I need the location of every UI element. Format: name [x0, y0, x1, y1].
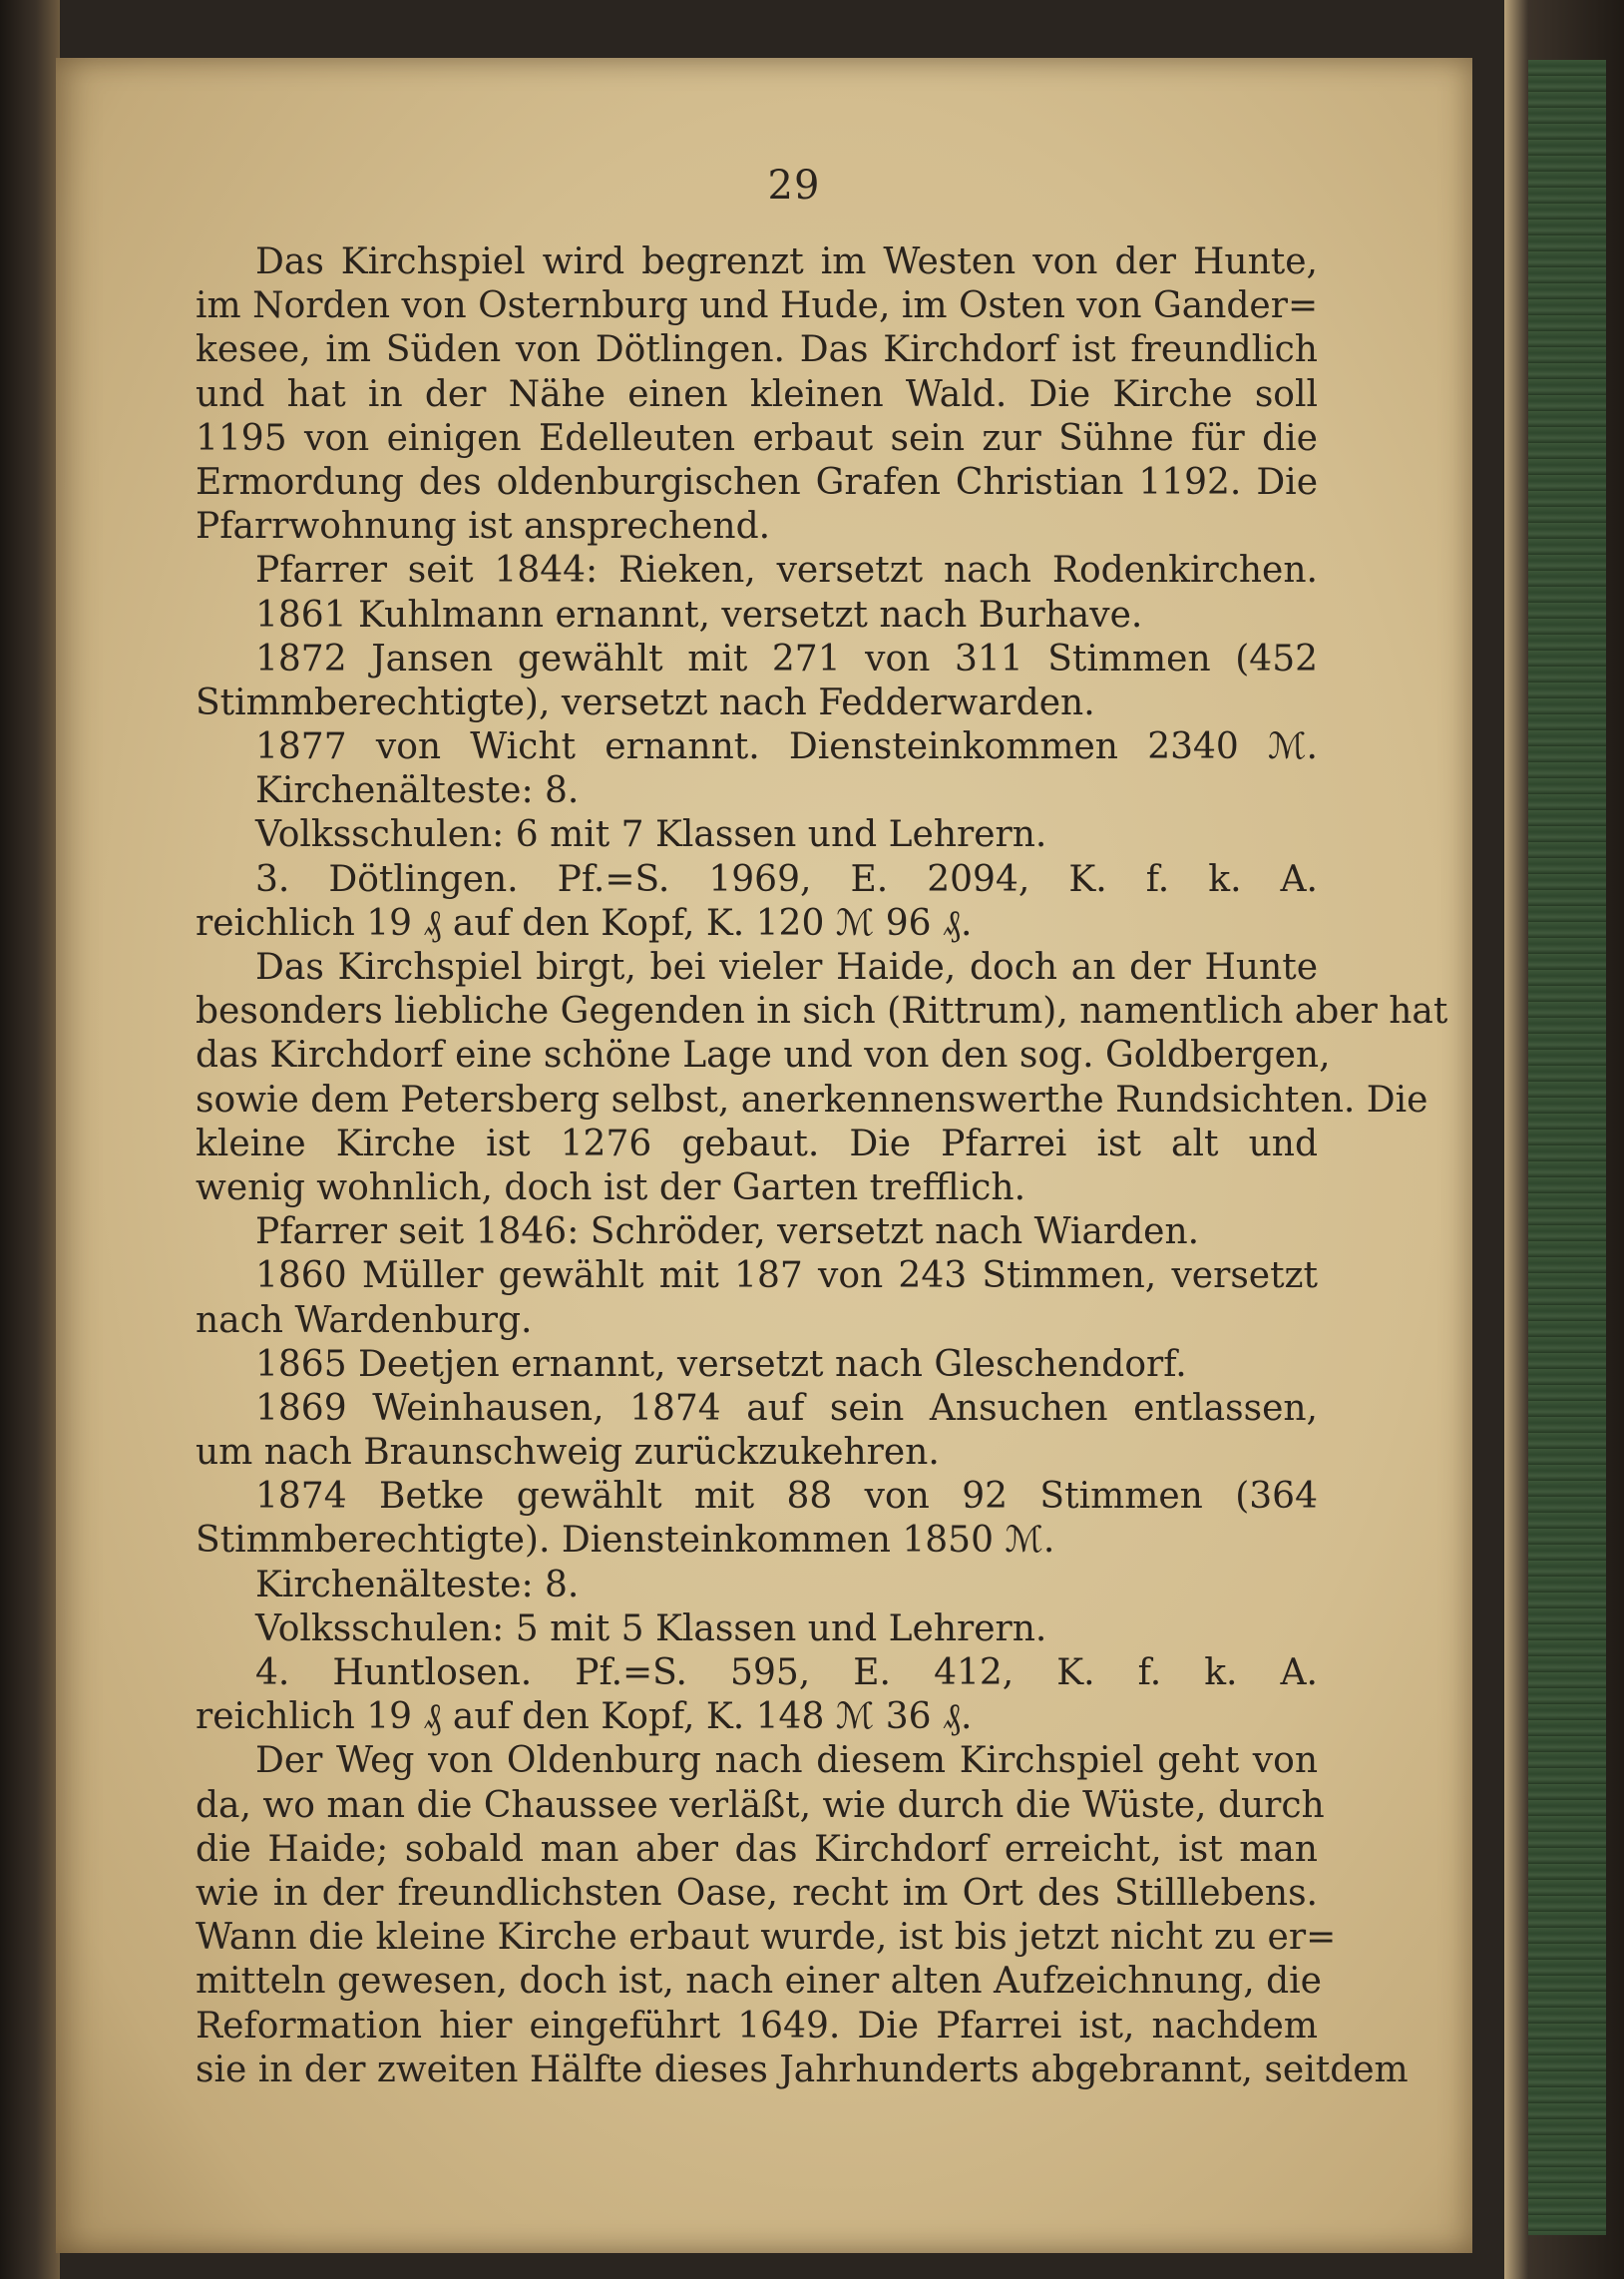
text-line: 3. Dötlingen. Pf.=S. 1969, E. 2094, K. f. k. A.: [255, 858, 1318, 900]
text-line: Stimmberechtigte), versetzt nach Fedderwarden.: [196, 682, 1095, 723]
text-line: Ermordung des oldenburgischen Grafen Christian 1192. Die: [196, 461, 1318, 503]
text-line: sie in der zweiten Hälfte dieses Jahrhunderts abgebrannt, seitdem: [196, 2049, 1409, 2090]
text-line: Volksschulen: 5 mit 5 Klassen und Lehrern.: [255, 1607, 1047, 1649]
text-line: Das Kirchspiel wird begrenzt im Westen von der Hunte,: [255, 241, 1318, 282]
text-line: 1865 Deetjen ernannt, versetzt nach Gleschendorf.: [255, 1343, 1187, 1385]
text-line: sowie dem Petersberg selbst, anerkennenswerthe Rundsichten. Die: [196, 1079, 1428, 1121]
book-page: [56, 58, 1472, 2253]
text-line: reichlich 19 ₰ auf den Kopf, K. 120 ℳ 96 ₰.: [196, 902, 973, 944]
text-line: reichlich 19 ₰ auf den Kopf, K. 148 ℳ 36 ₰.: [196, 1696, 973, 1738]
book-spine-right: [1504, 0, 1624, 2279]
text-line: Das Kirchspiel birgt, bei vieler Haide, doch an der Hunte: [255, 947, 1318, 988]
text-line: nach Wardenburg.: [196, 1299, 533, 1341]
text-line: Pfarrwohnung ist ansprechend.: [196, 506, 771, 548]
text-line: 1874 Betke gewählt mit 88 von 92 Stimmen (364: [255, 1476, 1318, 1518]
text-line: Reformation hier eingeführt 1649. Die Pfarrei ist, nachdem: [196, 2005, 1318, 2047]
spine-binding: [1528, 60, 1606, 2235]
text-line: Wann die kleine Kirche erbaut wurde, ist bis jetzt nicht zu er=: [196, 1917, 1337, 1959]
text-line: um nach Braunschweig zurückzukehren.: [196, 1432, 940, 1474]
text-line: mitteln gewesen, doch ist, nach einer alten Aufzeichnung, die: [196, 1961, 1322, 2003]
text-line: kesee, im Süden von Dötlingen. Das Kirchdorf ist freundlich: [196, 329, 1318, 371]
text-line: 1861 Kuhlmann ernannt, versetzt nach Burhave.: [255, 594, 1143, 636]
text-line: da, wo man die Chaussee verläßt, wie durch die Wüste, durch: [196, 1784, 1325, 1826]
text-line: wie in der freundlichsten Oase, recht im Ort des Stilllebens.: [196, 1872, 1318, 1914]
book-edge-left: [0, 0, 60, 2279]
text-line: 1860 Müller gewählt mit 187 von 243 Stimmen, versetzt: [255, 1255, 1318, 1297]
text-line: kleine Kirche ist 1276 gebaut. Die Pfarrei ist alt und: [196, 1123, 1318, 1164]
text-line: wenig wohnlich, doch ist der Garten trefflich.: [196, 1166, 1026, 1208]
text-line: Volksschulen: 6 mit 7 Klassen und Lehrern.: [255, 814, 1047, 856]
page-number: 29: [767, 163, 821, 209]
text-line: 1872 Jansen gewählt mit 271 von 311 Stimmen (452: [255, 638, 1318, 680]
text-line: Der Weg von Oldenburg nach diesem Kirchspiel geht von: [255, 1740, 1318, 1782]
text-line: Pfarrer seit 1846: Schröder, versetzt nach Wiarden.: [255, 1211, 1200, 1253]
text-line: Stimmberechtigte). Diensteinkommen 1850 ℳ.: [196, 1520, 1055, 1562]
text-line: und hat in der Nähe einen kleinen Wald. Die Kirche soll: [196, 373, 1318, 415]
text-line: 1869 Weinhausen, 1874 auf sein Ansuchen entlassen,: [255, 1387, 1318, 1429]
text-line: Kirchenälteste: 8.: [255, 770, 580, 812]
text-line: das Kirchdorf eine schöne Lage und von den sog. Goldbergen,: [196, 1035, 1331, 1077]
text-line: Kirchenälteste: 8.: [255, 1564, 580, 1605]
text-line: besonders liebliche Gegenden in sich (Rittrum), namentlich aber hat: [196, 991, 1448, 1033]
text-line: Pfarrer seit 1844: Rieken, versetzt nach Rodenkirchen.: [255, 550, 1318, 592]
text-line: 1195 von einigen Edelleuten erbaut sein zur Sühne für die: [196, 417, 1318, 459]
text-line: 4. Huntlosen. Pf.=S. 595, E. 412, K. f. k. A.: [255, 1652, 1318, 1693]
text-line: im Norden von Osternburg und Hude, im Osten von Gander=: [196, 285, 1319, 327]
body-text: [196, 240, 1448, 2092]
text-line: 1877 von Wicht ernannt. Diensteinkommen 2340 ℳ.: [255, 726, 1318, 768]
text-line: die Haide; sobald man aber das Kirchdorf erreicht, ist man: [196, 1828, 1318, 1870]
